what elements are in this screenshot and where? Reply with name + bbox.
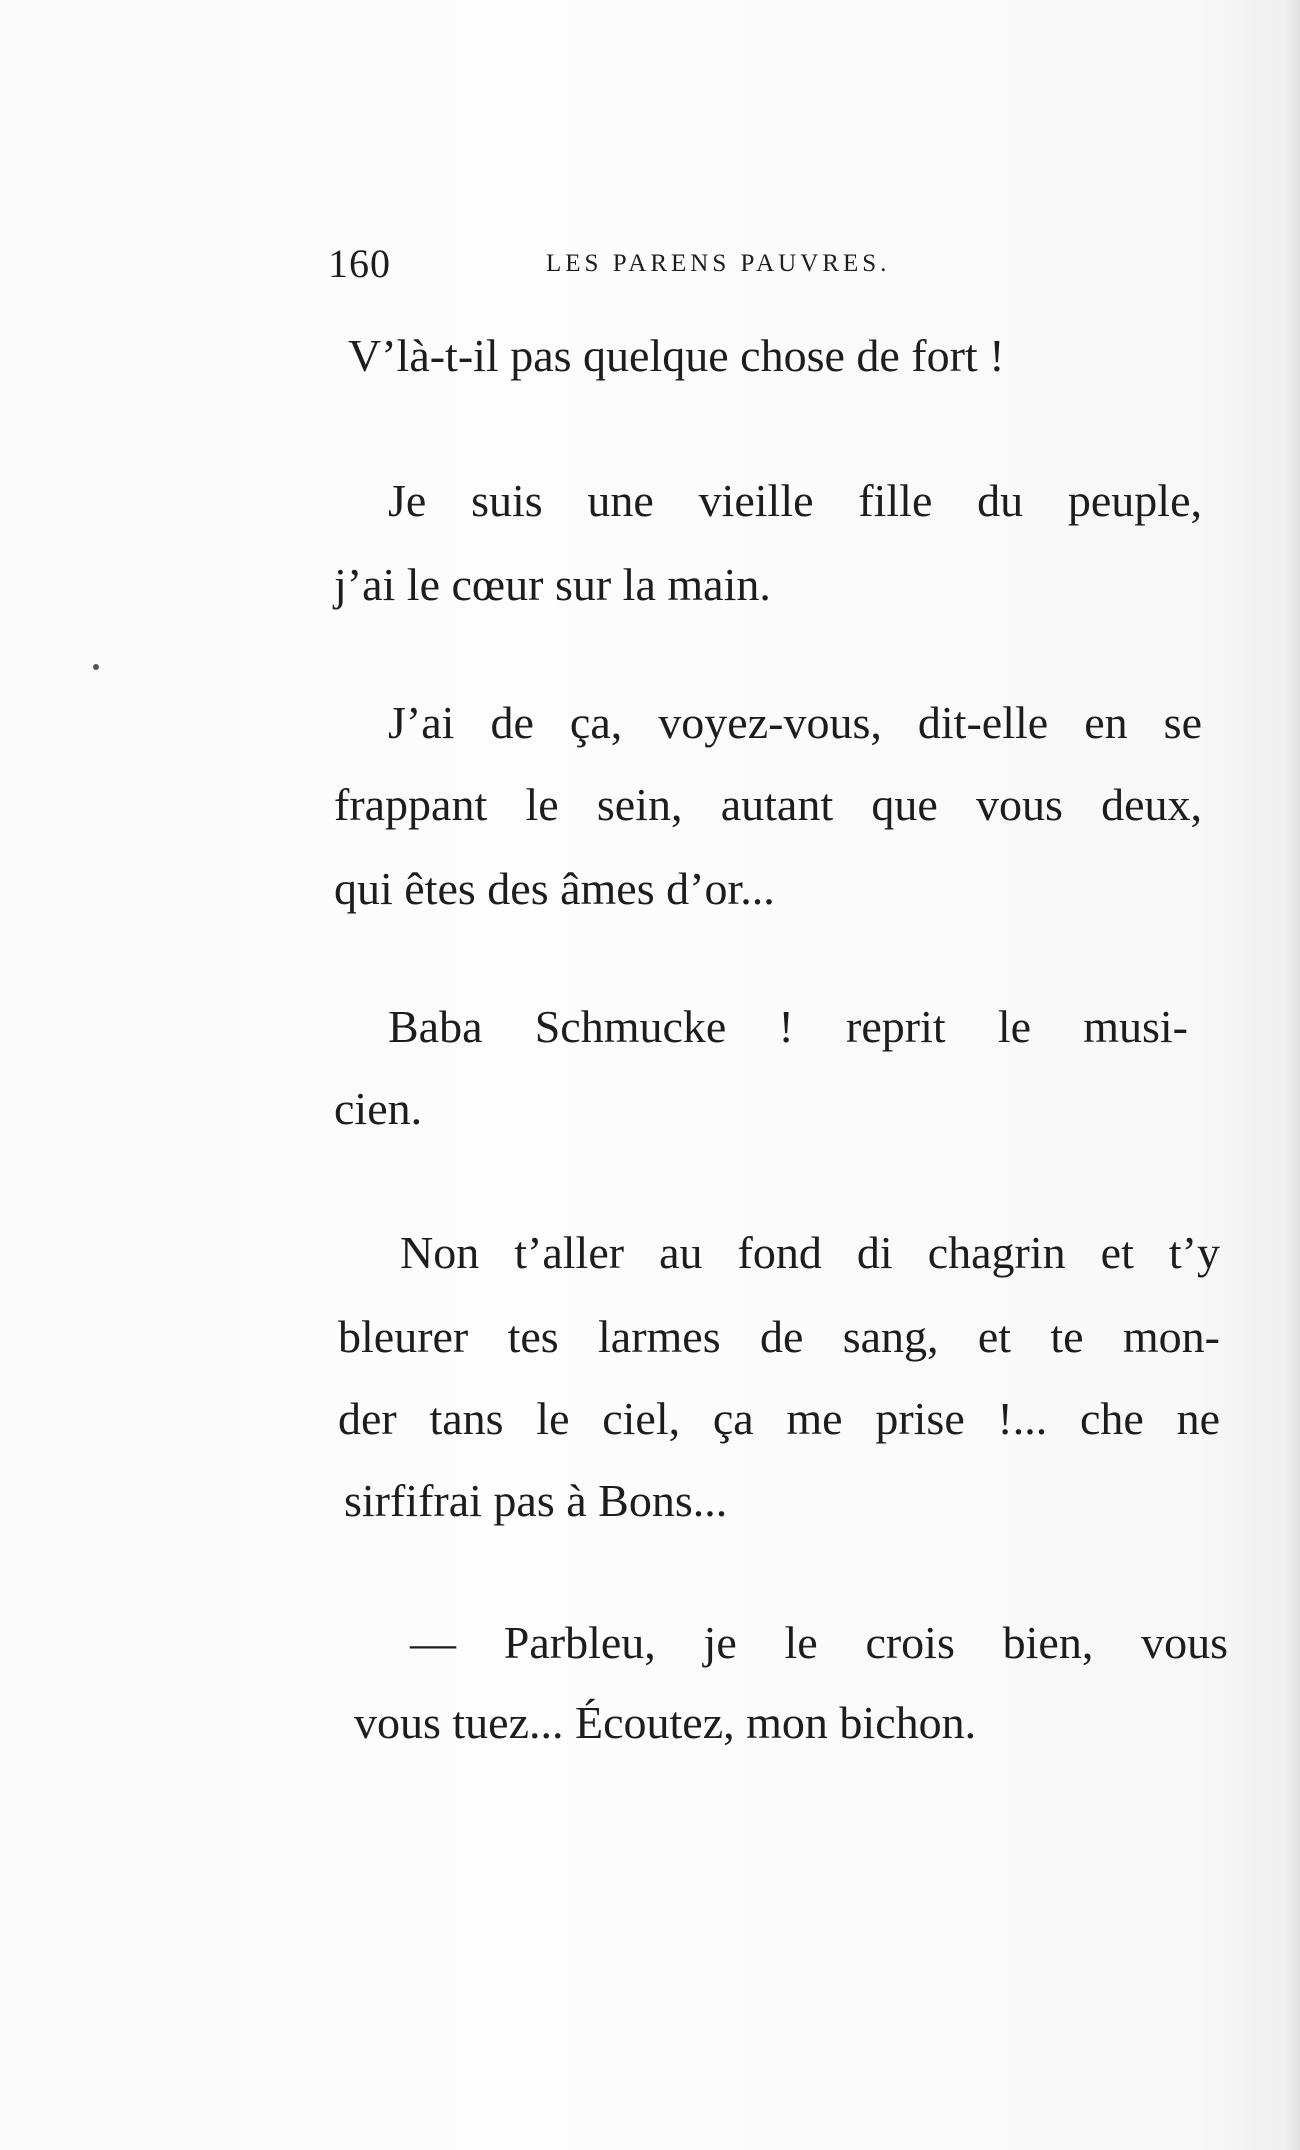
text-line: frappant le sein, autant que vous deux, [334, 779, 1202, 830]
text-line: der tans le ciel, ça me prise !... che ne [338, 1393, 1220, 1444]
text-line: bleurer tes larmes de sang, et te mon- [338, 1311, 1220, 1362]
text-line: Je suis une vieille fille du peuple, [388, 475, 1202, 526]
text-line: vous tuez... Écoutez, mon bichon. [354, 1697, 977, 1748]
text-line: Baba Schmucke ! reprit le musi- [388, 1001, 1188, 1052]
text-line: qui êtes des âmes d’or... [334, 863, 775, 914]
text-line: sirfifrai pas à Bons... [344, 1475, 728, 1526]
text-line: V’là-t-il pas quelque chose de fort ! [348, 330, 1005, 381]
text-line: Non t’aller au fond di chagrin et t’y [400, 1227, 1220, 1278]
text-line: — Parbleu, je le crois bien, vous [410, 1617, 1228, 1668]
paper-speck [93, 664, 99, 670]
page-number: 160 [328, 241, 391, 286]
running-title: LES PARENS PAUVRES. [546, 250, 891, 277]
page-header [328, 240, 988, 300]
text-line: J’ai de ça, voyez-vous, dit-elle en se [388, 697, 1202, 748]
page-edge-shadow [1286, 0, 1300, 2150]
text-line: cien. [334, 1083, 423, 1134]
text-line: j’ai le cœur sur la main. [334, 559, 771, 610]
